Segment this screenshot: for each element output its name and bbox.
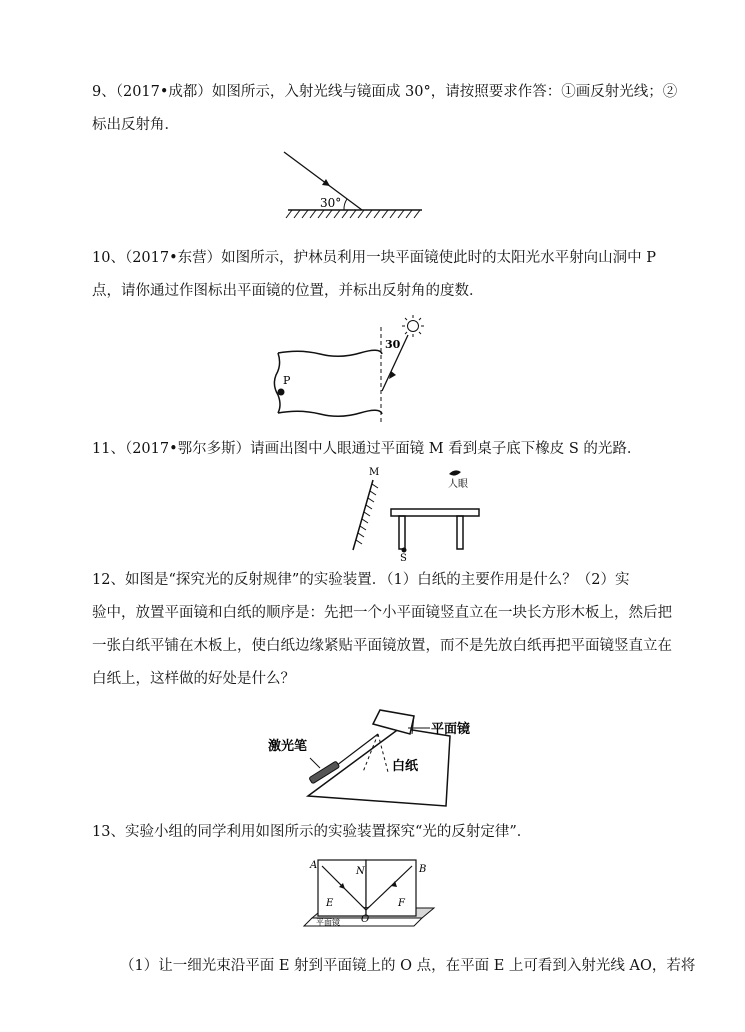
q11-line-1: 11、（2017•鄂尔多斯）请画出图中人眼通过平面镜 M 看到桌子底下橡皮 S 的光路． bbox=[92, 441, 642, 457]
q10-angle-label: 30 bbox=[385, 338, 401, 351]
q12-line-4: 白纸上，这样做的好处是什么？ bbox=[92, 671, 295, 687]
q12-line-1: 12、如图是“探究光的反射规律”的实验装置．（1）白纸的主要作用是什么？（2）实 bbox=[92, 572, 630, 588]
q9-line-1: 9、（2017•成都）如图所示，入射光线与镜面成 30°，请按照要求作答：①画反射光线；② bbox=[92, 84, 678, 100]
q11-mirror bbox=[353, 480, 373, 550]
q11-figure bbox=[345, 464, 495, 564]
q9-figure bbox=[280, 148, 430, 220]
q13-label-a: A bbox=[310, 860, 318, 871]
q13-plane-f bbox=[366, 860, 416, 916]
q12-figure bbox=[268, 706, 483, 808]
q10-point-label: P bbox=[283, 374, 291, 387]
q13-figure bbox=[298, 852, 448, 936]
q12-laser-label: 激光笔 bbox=[268, 739, 308, 754]
q13-label-o: O bbox=[361, 914, 370, 925]
q11-source-point bbox=[402, 548, 407, 553]
eye-icon bbox=[449, 470, 461, 475]
q12-line-2: 验中，放置平面镜和白纸的顺序是：先把一个小平面镜竖直立在一块长方形木板上，然后把 bbox=[92, 605, 672, 621]
q10-figure bbox=[270, 313, 440, 425]
q12-mirror bbox=[373, 710, 414, 734]
q13-label-e: E bbox=[326, 898, 334, 909]
q13-label-f: F bbox=[398, 898, 405, 909]
q10-line-1: 10、（2017•东营）如图所示，护林员利用一块平面镜使此时的太阳光水平射向山洞中 P bbox=[92, 250, 657, 266]
q13-sub-1: （1）让一细光束沿平面 E 射到平面镜上的 O 点，在平面 E 上可看到入射光线 AO，若将 bbox=[120, 958, 696, 974]
q9-line-2: 标出反射角． bbox=[92, 117, 179, 133]
sun-icon bbox=[402, 315, 424, 337]
q13-label-n: N bbox=[356, 866, 365, 877]
q9-angle-label: 30° bbox=[320, 196, 342, 210]
q13-mirror-label: 平面镜 bbox=[316, 918, 340, 927]
q12-mirror-label: 平面镜 bbox=[431, 722, 471, 737]
q11-eye-label: 人眼 bbox=[448, 479, 468, 490]
q11-table bbox=[391, 509, 479, 549]
q11-mirror-label: M bbox=[369, 467, 380, 478]
q10-point-p bbox=[278, 389, 285, 396]
q10-line-2: 点，请你通过作图标出平面镜的位置，并标出反射角的度数． bbox=[92, 283, 484, 299]
q13-line-1: 13、实验小组的同学利用如图所示的实验装置探究“光的反射定律”． bbox=[92, 824, 532, 840]
q13-label-b: B bbox=[419, 864, 427, 875]
q12-line-3: 一张白纸平铺在木板上，使白纸边缘紧贴平面镜放置，而不是先放白纸再把平面镜竖直立在 bbox=[92, 638, 672, 654]
q12-paper-label: 白纸 bbox=[392, 759, 419, 774]
q11-source-label: S bbox=[400, 553, 407, 564]
